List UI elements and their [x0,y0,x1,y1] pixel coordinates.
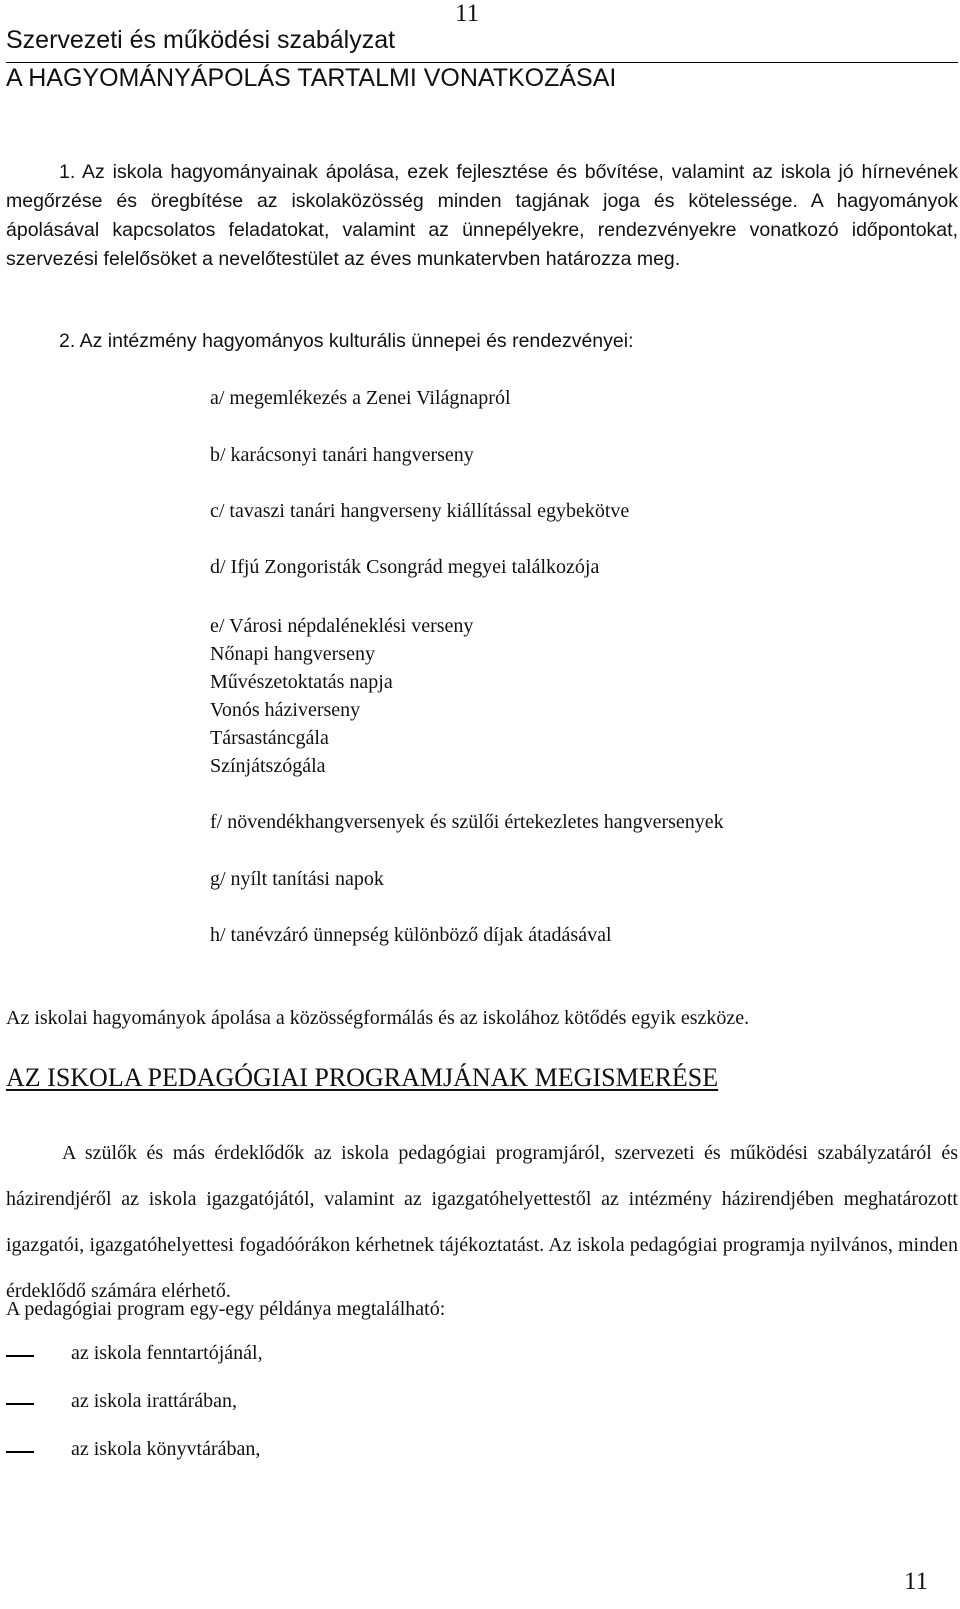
paragraph-pedagogical-program: A szülők és más érdeklődők az iskola pedagógiai programjáról, szervezeti és működési szabályzatáról és házirendjéről az iskola igazgatójától, valamint az igazgatóhelyettestől az intézmény házirendjében meghatározott igazgatói, igazgatóhelyettesi fogadóórákon kérhetnek tájékoztatást. Az iskola pedagógiai programja nyilvános, minden érdeklődő számára elérhető. [6,1142,958,1302]
footer-page-number: 11 [904,1568,929,1595]
event-item-e-2: Nőnapi hangverseny [210,643,375,665]
event-item-a: a/ megemlékezés a Zenei Világnapról [210,387,511,409]
event-item-e-3: Művészetoktatás napja [210,671,393,693]
location-item: az iskola könyvtárában, [6,1438,263,1486]
location-list [6,1342,263,1486]
event-item-c: c/ tavaszi tanári hangverseny kiállítással egybekötve [210,500,630,522]
paragraph-events-intro: 2. Az intézmény hagyományos kulturális ünnepei és rendezvényei: [59,330,634,352]
dash-bullet-icon [6,1403,34,1405]
event-item-g: g/ nyílt tanítási napok [210,868,384,890]
event-item-e-6: Színjátszógála [210,755,326,777]
header-page-number: 11 [455,0,480,27]
event-item-b: b/ karácsonyi tanári hangverseny [210,444,474,466]
event-item-f: f/ növendékhangversenyek és szülői értekezletes hangversenyek [210,811,724,833]
event-item-e-list [210,612,473,780]
location-item: az iskola fenntartójánál, [6,1342,263,1390]
event-item-e-1: e/ Városi népdaléneklési verseny [210,615,474,637]
dash-bullet-icon [6,1355,34,1357]
paragraph-traditions-closing: Az iskolai hagyományok ápolása a közösségformálás és az iskolához kötődés egyik eszköze. [6,1007,750,1029]
paragraph-traditions-intro: 1. Az iskola hagyományainak ápolása, ezek fejlesztése és bővítése, valamint az iskola jó hírnevének megőrzése és öregbítése az iskolaközösség minden tagjának joga és kötelessége. A hagyományok ápolásával kapcsolatos feladatokat, valamint az ünnepélyekre, rendezvényekre vonatkozó időpontokat, szervezési felelősöket a nevelőtestület az éves munkatervben határozza meg. [6,161,958,270]
event-item-e-4: Vonós háziverseny [210,699,361,721]
location-item: az iskola irattárában, [6,1390,263,1438]
header-divider [6,62,958,63]
event-item-d: d/ Ifjú Zongoristák Csongrád megyei találkozója [210,556,600,578]
section-title-traditions: A HAGYOMÁNYÁPOLÁS TARTALMI VONATKOZÁSAI [6,64,617,92]
paragraph-availability-intro: A pedagógiai program egy-egy példánya megtalálható: [6,1298,446,1320]
event-item-e-5: Társastáncgála [210,727,329,749]
section-title-pedagogical-program: AZ ISKOLA PEDAGÓGIAI PROGRAMJÁNAK MEGISMERÉSE [6,1063,719,1092]
dash-bullet-icon [6,1451,34,1453]
event-item-h: h/ tanévzáró ünnepség különböző díjak átadásával [210,924,612,946]
document-title: Szervezeti és működési szabályzat [6,26,396,54]
